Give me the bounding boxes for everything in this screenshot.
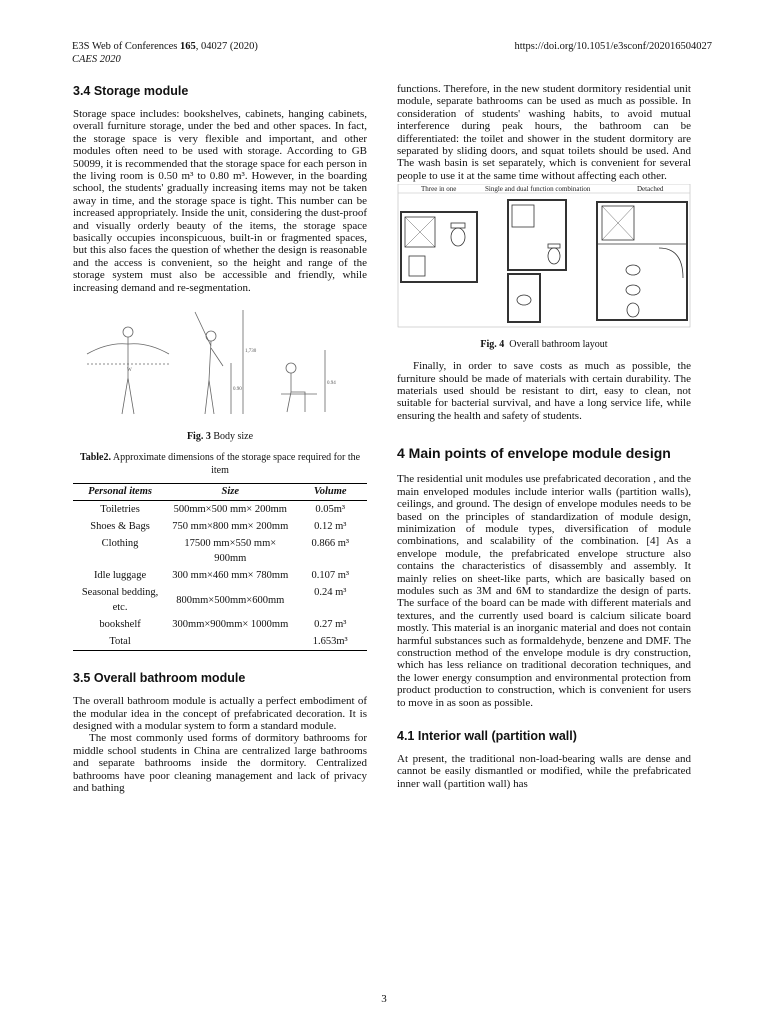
table-row: [73, 567, 367, 584]
conference-name: CAES 2020: [72, 54, 121, 65]
cell-item: Seasonal bedding, etc.: [81, 587, 159, 614]
cell-volume: 0.27 m³: [314, 619, 347, 631]
shower-3-cross: [602, 206, 634, 240]
label-detached: Detached: [637, 185, 664, 194]
figure-4-bathroom-layout: [397, 184, 691, 333]
toilet-2: [548, 248, 560, 264]
door-swing: [659, 248, 683, 278]
section-4-title: 4 Main points of envelope module design: [397, 445, 671, 462]
section-4-paragraph: The residential unit modules use prefabricated decoration , and the main enveloped modules include interior walls (partition walls), ceilings, and ground. The design of envelope modules needs to be based on the principles of standardization of module design, minimization of module types, diversification of module combinations, and scalability of the combination. [4] As a envelope module, the prefabricated envelope structure also contains the characteristics of disassembly and assembly. It mainly relies on sheet-like parts, which are basically based on modules such as 3M and 6M to standardize the design of parts. The surface of the board can be made with different materials and textures, and the currently used board is calcium silicate board mostly. This material is an inorganic material and does not contain harmful substances such as formaldehyde, benzene and DMF. The construction method of the envelope module is dry construction, which has less reliance on traditional decoration techniques, and the lower energy consumption and environmental protection from product production to construction, which is convenient for users to move in as soon as possible.: [397, 473, 691, 709]
journal-citation: E3S Web of Conferences 165, 04027 (2020): [72, 41, 258, 52]
left-column: [73, 84, 367, 794]
basin-3: [626, 265, 640, 275]
col-header-size: Size: [167, 484, 293, 501]
page-number: 3: [381, 993, 387, 1005]
dual-room-lower: [508, 274, 540, 322]
shower-cross: [405, 217, 435, 247]
cell-volume: 0.107 m³: [311, 570, 350, 582]
storage-dimensions-table: [73, 483, 367, 651]
section-3-4-title: 3.4 Storage module: [73, 84, 189, 98]
figure-3-body-size: [73, 308, 367, 425]
section-3-5-paragraph-2: The most commonly used forms of dormitory bathrooms for middle school students in China are centralized large bathrooms and separate bathrooms inside the dormitory. Centralized bathrooms have poor cleaning management and lack of privacy and bathing: [73, 732, 367, 794]
toilet-tank-1: [451, 223, 465, 228]
cell-item: Clothing: [101, 538, 139, 550]
col-header-volume: Volume: [293, 484, 367, 501]
cell-size: 500mm×500 mm× 200mm: [173, 504, 287, 516]
right-column: [397, 84, 691, 790]
detached-room: [597, 202, 687, 320]
cell-size: 800mm×500mm×600mm: [176, 594, 285, 606]
section-3-5-title: 3.5 Overall bathroom module: [73, 671, 246, 686]
shower-2: [512, 205, 534, 227]
dim-label-h2: 0.90: [233, 387, 242, 393]
cell-volume: 0.24 m³: [314, 587, 347, 599]
section-3-5-paragraph-1: The overall bathroom module is actually a perfect embodiment of the modular idea in the concept of prefabricated decoration. It is designed with a modular system to form a standard module.: [73, 695, 367, 732]
dual-room-upper: [508, 200, 566, 270]
basin-2: [517, 295, 531, 305]
cell-size: 300mm×900mm× 1000mm: [172, 619, 289, 631]
figure-3-caption: Fig. 3 Body size: [186, 431, 254, 443]
cell-item: bookshelf: [99, 619, 141, 631]
basin-4: [626, 285, 640, 295]
cell-volume: 1.653m³: [293, 633, 367, 651]
volume-number: 165: [180, 41, 196, 52]
cell-size: 750 mm×800 mm× 200mm: [172, 521, 289, 533]
figure-4-caption: Fig. 4 Overall bathroom layout: [480, 339, 608, 351]
label-three-in-one: Three in one: [421, 185, 457, 194]
col-header-items: Personal items: [73, 484, 167, 501]
bathroom-layout-drawing: [397, 184, 691, 328]
toilet-3: [627, 303, 639, 317]
cell-item: Shoes & Bags: [90, 521, 150, 533]
table-header-row: [73, 484, 367, 501]
figure-3-head: [286, 363, 296, 373]
dim-label-h3: 0.94: [327, 381, 336, 387]
table-row: [73, 584, 367, 616]
body-size-illustration: [73, 308, 367, 420]
figure-1-body: [122, 337, 134, 414]
table-2-caption: Table2. Approximate dimensions of the storage space required for the item: [79, 452, 361, 476]
section-3-4-paragraph: Storage space includes: bookshelves, cabinets, hanging cabinets, overall furniture storage, under the bed and other spaces. In fact, the storage space is very flexible and important, and other modules often need to be used with storage. According to GB 50099, it is recommended that the storage space for each person in the living room is 0.50 m³ to 0.80 m³. However, in the boarding school, the students' gradually increasing items may not be taken away in time, and the storage space is tight. This number can be increased appropriately. Inside the unit, considering the dust-proof and visually orderly beauty of the items, the storage space basically occupies inconspicuous, built-in or fragmented spaces, but this also faces the question of whether the design is reasonable and the access is convenient, so the height and range of the storage system must also be accessible and friendly, while increasing demand and re-segmentation.: [73, 108, 367, 294]
cell-volume: 0.05m³: [315, 504, 346, 516]
running-header-left: [72, 40, 258, 66]
cell-item: Toiletries: [100, 504, 140, 516]
toilet-tank-2: [548, 244, 560, 248]
cell-size: 300 mm×460 mm× 780mm: [172, 570, 289, 582]
figure-frame: [398, 184, 690, 327]
figure-1-head: [123, 327, 133, 337]
dim-label-w: W: [127, 368, 132, 374]
dim-label-h1: 1,730: [245, 349, 257, 355]
figure-2-body: [205, 341, 214, 414]
table-row: [73, 535, 367, 567]
bathroom-paragraph-continued: functions. Therefore, in the new student dormitory residential unit module, separate bathrooms can be used as much as possible. In consideration of students' washing habits, to avoid mutual interference during peak hours, the bathroom can be differentiated: the toilet and shower in the student dormitory are separated by sliding doors, and squat toilets should be used. And The wash basin is set separately, which is convenient for several people to use it at the same time without affecting each other.: [397, 83, 691, 182]
table-row: [73, 518, 367, 535]
cell-volume: 0.12 m³: [314, 521, 347, 533]
cell-size: [167, 633, 293, 651]
doi-link[interactable]: https://doi.org/10.1051/e3sconf/202016504027: [514, 41, 712, 52]
label-single-dual: Single and dual function combination: [485, 185, 591, 194]
cell-size: 17500 mm×550 mm× 900mm: [184, 538, 277, 565]
cell-item: Total: [73, 633, 167, 651]
table-row: [73, 616, 367, 633]
cell-item: Idle luggage: [93, 570, 147, 582]
finally-paragraph: Finally, in order to save costs as much as possible, the furniture should be made of materials with certain durability. The materials used should be resistant to dirt, easy to clean, not suitable for bacterial survival, and have a long service life, while ensuring the health and safety of students.: [397, 360, 691, 422]
figure-2-arms: [195, 312, 223, 366]
basin-1: [409, 256, 425, 276]
cell-volume: 0.866 m³: [311, 538, 350, 550]
toilet-1: [451, 228, 465, 246]
section-4-1-title: 4.1 Interior wall (partition wall): [397, 729, 577, 743]
section-4-1-paragraph: At present, the traditional non-load-bearing walls are dense and cannot be easily dismantled or modified, while the prefabricated inner wall (partition wall) has: [397, 753, 691, 790]
table-row: [73, 501, 367, 519]
table-total-row: [73, 633, 367, 651]
figure-3-body: [287, 373, 305, 412]
